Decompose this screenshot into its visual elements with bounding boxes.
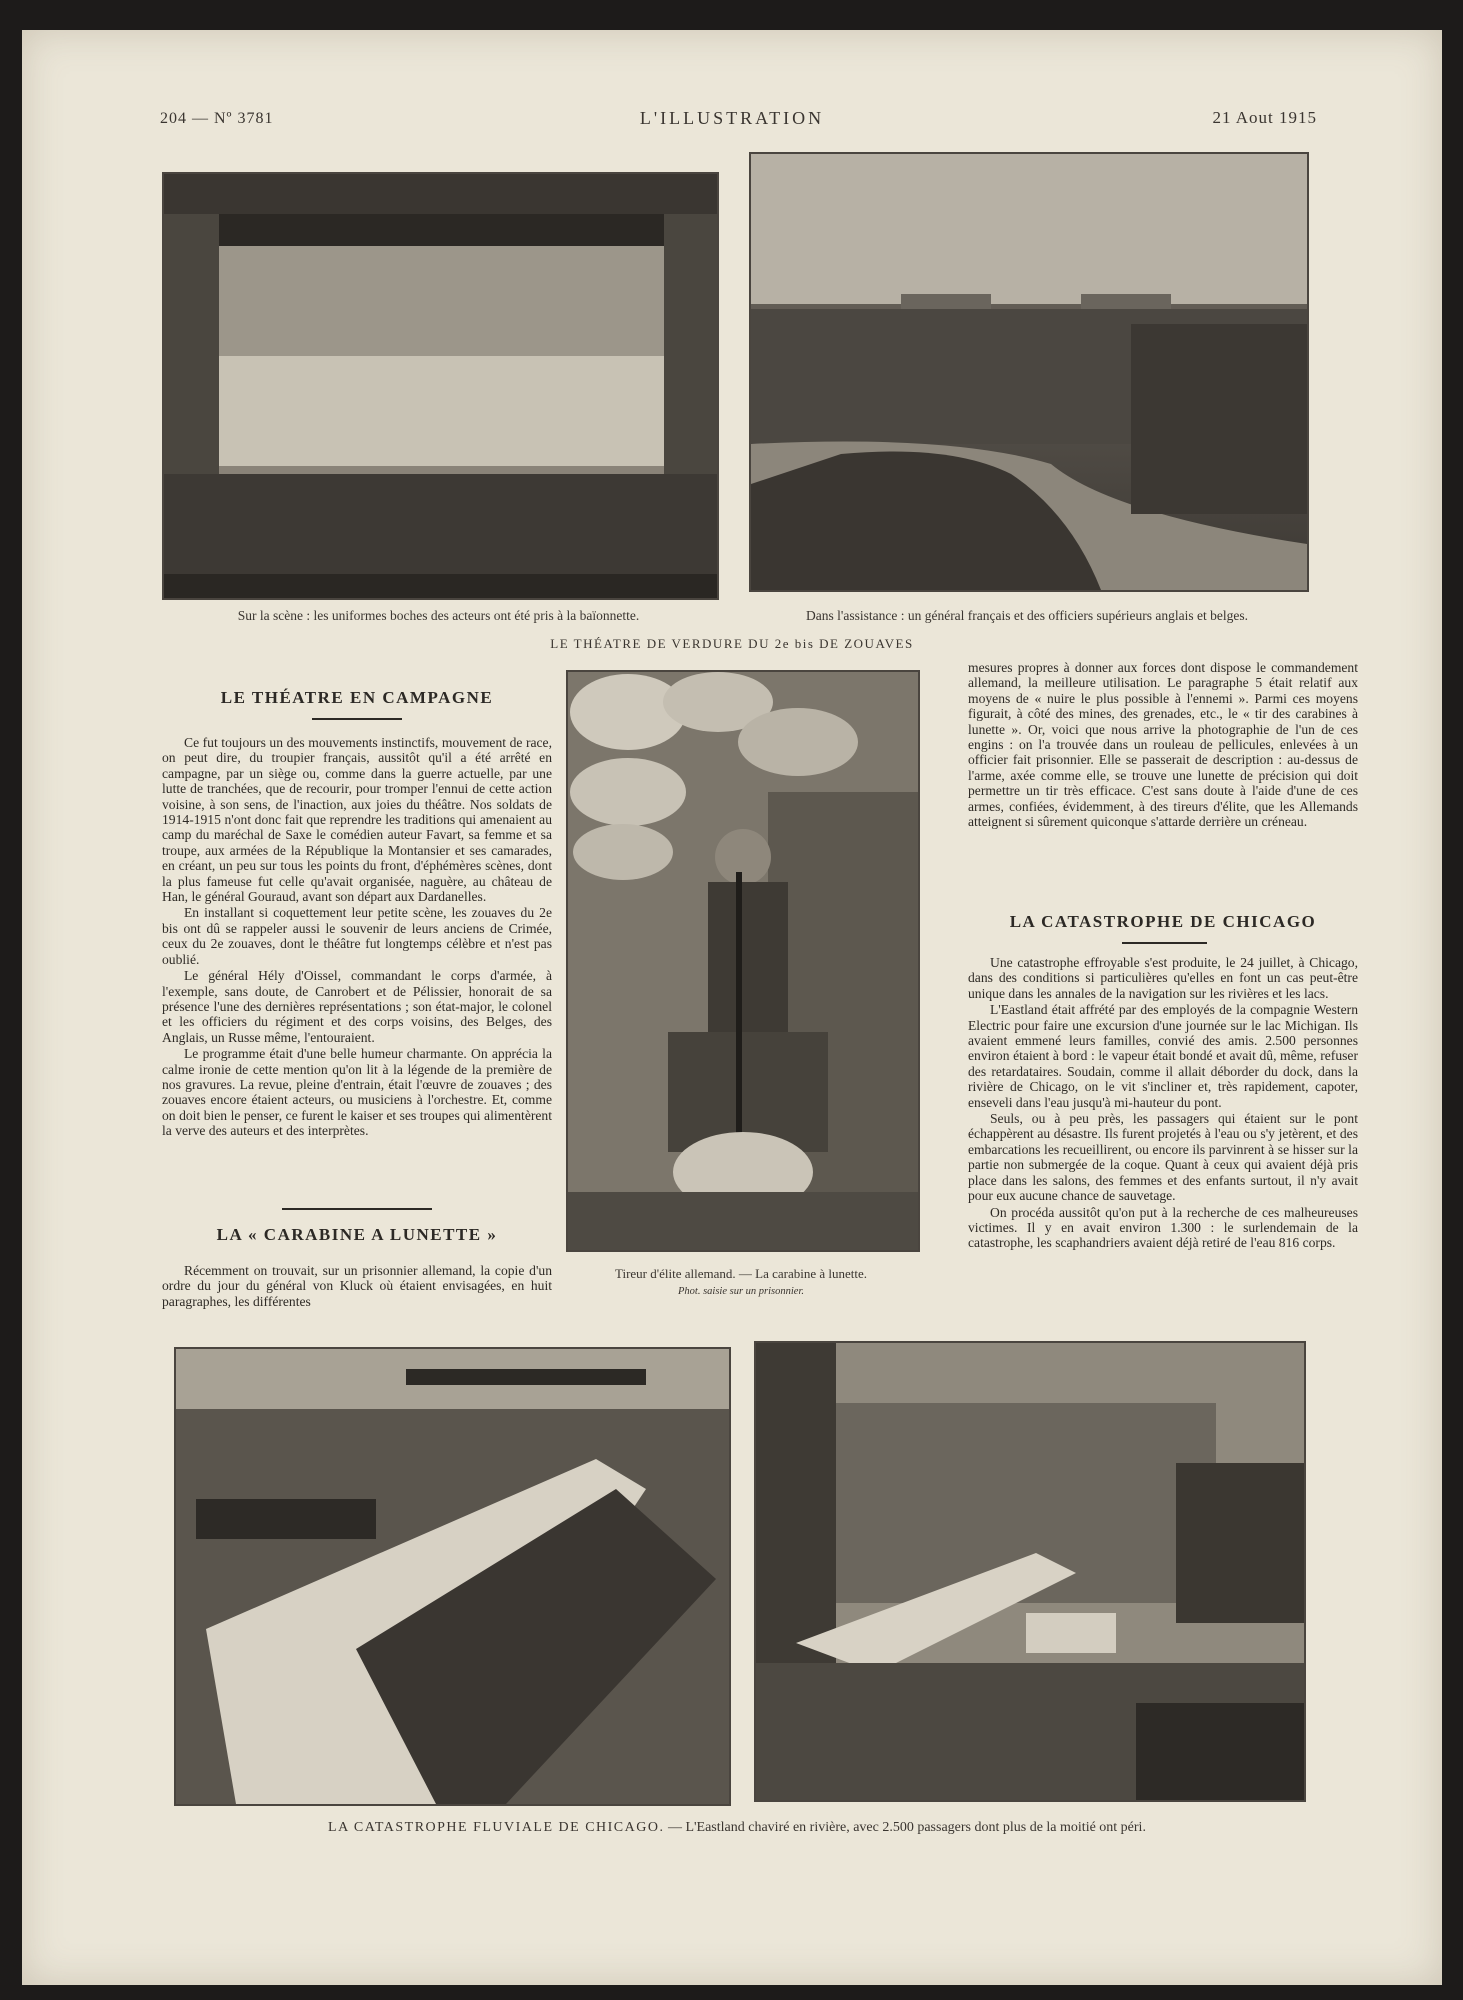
- audience-illustration: [751, 154, 1307, 590]
- stage-illustration: [164, 174, 717, 598]
- article-theatre-body: [162, 735, 552, 1140]
- sniper-illustration: [568, 672, 918, 1250]
- paragraph: mesures propres à donner aux forces dont dispose le commandement allemand, la meilleure utilisation. Le paragraphe 5 était relatif aux moyens de « nuire le plus possible à l'ennemi ». Parmi ces moyens figurait, à côté des mines, des grenades, etc., le « tir des carabines à lunette ». Or, voici que nous arrive la photographie de l'un de ces engins : on l'a trouvée dans un rouleau de pellicules, enlevées à un officier fait prisonnier. Elle se passerait de description : au-dessus de l'arme, axée comme elle, se trouve une lunette de précision qui doit permettre un tir très efficace. C'est sans doute à l'aide d'une de ces armes, confiées, évidemment, à des tireurs d'élite, que les Allemands atteignent si sûrement quiconque s'attarde derrière un créneau.: [968, 660, 1358, 830]
- paragraph: Le programme était d'une belle humeur charmante. On apprécia la calme ironie de cette mention qu'on lit à la légende de la première de nos gravures. La revue, pleine d'entrain, était l'œuvre de zouaves ; des zouaves encore étaient acteurs, ou musiciens à l'orchestre. Et, comme on doit bien le penser, ce furent le kaiser et ses troupes qui alimentèrent la verve des auteurs et des interprètes.: [162, 1046, 552, 1139]
- caption-sniper-credit: Phot. saisie sur un prisonnier.: [677, 1286, 804, 1297]
- photo-audience: [749, 152, 1309, 592]
- caption-audience: Dans l'assistance : un général français et des officiers supérieurs anglais et belges.: [806, 608, 1248, 623]
- article-carabine-continued: [968, 660, 1358, 830]
- caption-chicago: [172, 1820, 1302, 1836]
- paragraph: Seuls, ou à peu près, les passagers qui étaient sur le pont échappèrent au désastre. Ils furent projetés à l'eau ou s'y jetèrent, et des embarcations les recueillirent, ou encore ils parvinrent à se hisser sur la partie non submergée de la coque. Quant à ceux qui avaient déjà pris place dans les salons, des femmes et des enfants surtout, il n'y avait pour eux aucune chance de sauvetage.: [968, 1111, 1358, 1204]
- photo-sniper: [566, 670, 920, 1252]
- title-rule: [1122, 942, 1207, 944]
- caption-sniper: Tireur d'élite allemand. — La carabine à lunette.: [614, 1266, 867, 1281]
- section-rule: [282, 1208, 432, 1210]
- paragraph: On procéda aussitôt qu'on put à la recherche de ces malheureuses victimes. Il y en avait environ 1.300 : le surlendemain de la catastrophe, les scaphandriers avaient déjà retiré de l'eau 816 corps.: [968, 1204, 1358, 1251]
- page-number: 204 — Nº 3781: [160, 110, 274, 127]
- photo-stage: [162, 172, 719, 600]
- photo-eastland-left: [174, 1347, 731, 1806]
- magazine-page: [22, 30, 1442, 1985]
- masthead: L'ILLUSTRATION: [639, 108, 825, 128]
- article-carabine-body: [162, 1263, 552, 1310]
- caption-chicago-lead: LA CATASTROPHE FLUVIALE DE CHICAGO.: [328, 1820, 665, 1835]
- paragraph: Le général Hély d'Oissel, commandant le corps d'armée, à l'exemple, sans doute, de Canrobert et de Pélissier, honorait de sa présence l'une des dernières représentations ; son état-major, le colonel et les officiers du régiment et des corps voisins, des Belges, des Anglais, un Russe même, l'entouraient.: [162, 968, 552, 1045]
- paragraph: En installant si coquettement leur petite scène, les zouaves du 2e bis ont dû se rappeler aussi le souvenir de leurs anciens de Crimée, ceux du 2e zouaves, dont le théâtre fut longtemps célèbre et n'est pas oublié.: [162, 905, 552, 967]
- paragraph: Ce fut toujours un des mouvements instinctifs, mouvement de race, on peut dire, du troupier français, aussitôt qu'il a été arrêté en campagne, par un siège ou, comme dans la guerre actuelle, par une lutte de tranchées, que de recourir, pour tromper l'ennui de cette action voisine, à son sens, de l'inaction, aux joies du théâtre. Nos soldats de 1914-1915 n'ont donc fait que reprendre les traditions qui amenaient au camp du maréchal de Saxe le comédien auteur Favart, sa femme et sa troupe, aux armées de la République la Montansier et ses camarades, en créant, un peu sur tous les points du front, d'éphémères scènes, dont la plus fameuse fut celle qu'avait organisée, naguère, au château de Han, le général Gouraud, avant son départ aux Dardanelles.: [162, 735, 552, 905]
- caption-theatre-group: LE THÉATRE DE VERDURE DU 2e bis DE ZOUAVES: [550, 636, 914, 651]
- eastland-right-illustration: [756, 1343, 1304, 1800]
- article-chicago-body: [968, 955, 1358, 1252]
- caption-stage: Sur la scène : les uniformes boches des acteurs ont été pris à la baïonnette.: [237, 608, 640, 623]
- issue-date: 21 Aout 1915: [1212, 108, 1317, 127]
- paragraph: L'Eastland était affrété par des employés de la compagnie Western Electric pour faire une excursion d'une journée sur le lac Michigan. Ils avaient emmené leurs familles, convié des amis. 2.500 personnes environ étaient à bord : le vapeur était bondé et avait dû, même, refuser des retardataires. Soudain, comme il allait déborder du dock, dans la rivière de Chicago, on le vit s'incliner et, très rapidement, capoter, enseveli dans l'eau jusqu'à mi-hauteur du pont.: [968, 1002, 1358, 1110]
- title-rule: [312, 718, 402, 720]
- paragraph: Récemment on trouvait, sur un prisonnier allemand, la copie d'un ordre du jour du général von Kluck où étaient envisagées, en huit paragraphes, les différentes: [162, 1263, 552, 1309]
- title-theatre: LE THÉATRE EN CAMPAGNE: [220, 688, 494, 707]
- caption-chicago-rest: — L'Eastland chaviré en rivière, avec 2.500 passagers dont plus de la moitié ont péri.: [667, 1820, 1146, 1835]
- title-carabine: LA « CARABINE A LUNETTE »: [216, 1225, 498, 1244]
- paragraph: Une catastrophe effroyable s'est produite, le 24 juillet, à Chicago, dans des conditions si particulières qu'elles en font un cas peut-être unique dans les annales de la navigation sur les rivières et les lacs.: [968, 955, 1358, 1001]
- photo-eastland-right: [754, 1341, 1306, 1802]
- title-chicago: LA CATASTROPHE DE CHICAGO: [1009, 912, 1317, 931]
- eastland-left-illustration: [176, 1349, 729, 1804]
